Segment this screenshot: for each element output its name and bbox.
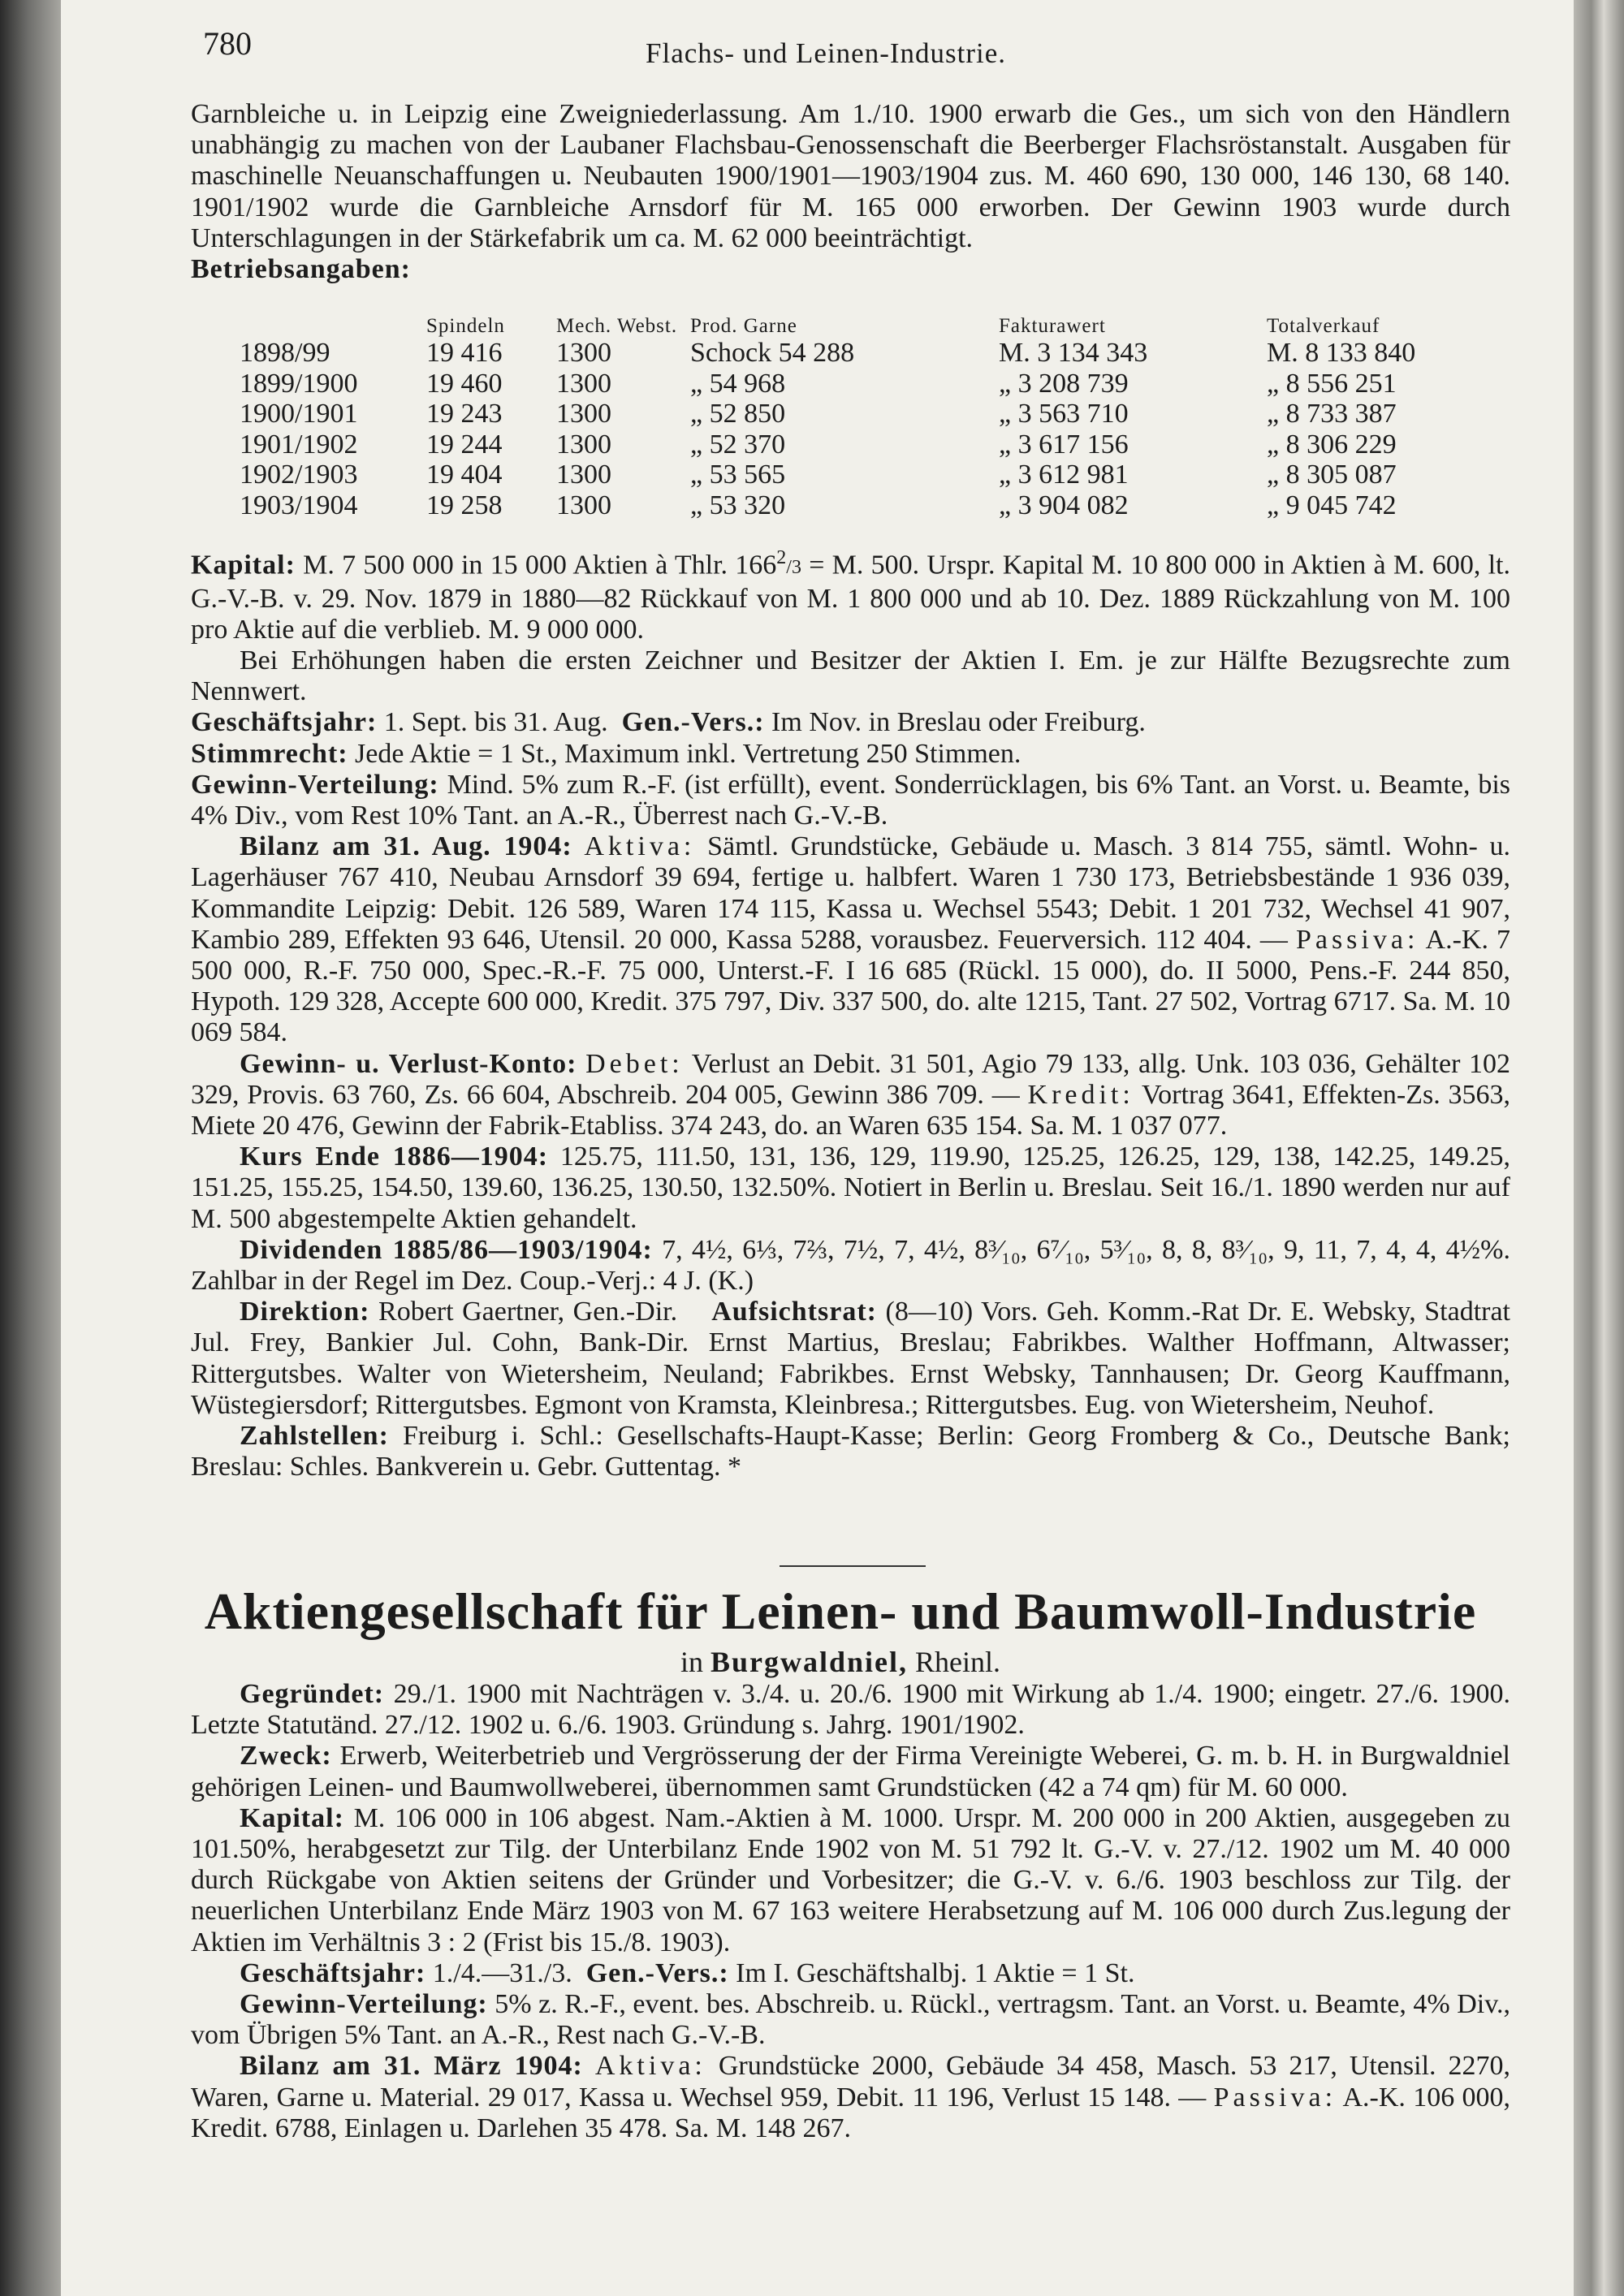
header-spindeln: Spindeln	[426, 315, 505, 337]
page-edge	[1574, 0, 1624, 2296]
table-row: 1899/1900 19 460 1300 „ 54 968 „ 3 208 739 „ 8 556 251	[240, 368, 1397, 399]
company-1-details	[191, 542, 1510, 1482]
geschaeftsjahr-paragraph: Geschäftsjahr: 1. Sept. bis 31. Aug. Gen.-Vers.: Im Nov. in Breslau oder Freiburg.	[191, 707, 1146, 738]
bilanz-paragraph: Bilanz am 31. Aug. 1904: Aktiva: Sämtl. Grundstücke, Gebäude u. Masch. 3 814 755, sämtl. Wohn- u. Lagerhäuser 767 410, Neubau Arnsdorf 39 694, fertige u. halbfert. Waren 1 730 173, Betriebsbestände 1 936 039, Kommandite Leipzig: Debit. 126 589, Waren 174 115, Kassa u. Wechsel 5543; Debit. 1 201 732, Wechsel 41 907, Kambio 289, Effekten 93 646, Utensil. 20 000, Kassa 5288, vorausbez. Feuerversich. 112 404. — Passiva: A.-K. 7 500 000, R.-F. 750 000, Spec.-R.-F. 75 000, Unterst.-F. I 16 685 (Rückl. 15 000), do. II 5000, Pens.-F. 244 850, Hypoth. 129 328, Accepte 600 000, Kredit. 375 797, Div. 337 500, do. alte 1215, Tant. 27 502, Vortrag 6717. Sa. M. 10 069 584.	[191, 831, 1511, 1048]
zweck-paragraph: Zweck: Erwerb, Weiterbetrieb und Vergrösserung der der Firma Vereinigte Weberei, G. m. b. H. in Burgwaldniel gehörigen Leinen- und Baumwollweberei, übernommen samt Grundstücken (42 a 74 qm) für M. 60 000.	[191, 1741, 1510, 1802]
header-garne: Prod. Garne	[690, 315, 797, 337]
page-number: 780	[203, 25, 252, 62]
direktion-paragraph: Direktion: Robert Gaertner, Gen.-Dir. Aufsichtsrat: (8—10) Vors. Geh. Komm.-Rat Dr. E. Websky, Stadtrat Jul. Frey, Bankier Jul. Cohn, Bank-Dir. Ernst Martius, Breslau; Fabrikbes. Walther Hoffmann, Altwasser; Rittergutsbes. Walter von Wietersheim, Neuland; Fabrikbes. Ernst Websky, Tannhausen; Dr. Georg Kauffmann, Wüstegiersdorf; Rittergutsbes. Egmont von Kramsta, Kleinbresa.; Rittergutsbes. Eug. von Wietersheim, Neuhof.	[191, 1297, 1510, 1420]
table-row: 1903/1904 19 258 1300 „ 53 320 „ 3 904 082 „ 9 045 742	[240, 490, 1397, 520]
kurs-paragraph: Kurs Ende 1886—1904: 125.75, 111.50, 131, 136, 129, 119.90, 125.25, 126.25, 129, 138, 142.25, 149.25, 151.25, 155.25, 154.50, 139.60, 136.25, 130.50, 132.50%. Notiert in Berlin u. Breslau. Seit 16./1. 1890 werden nur auf M. 500 abgestempelte Aktien gehandelt.	[191, 1142, 1511, 1234]
company-2-details	[191, 1679, 1510, 2144]
company-2-title: Aktiengesellschaft für Leinen- und Baumwoll-Industrie	[204, 1582, 1477, 1640]
gewinn-verteilung-2-paragraph: Gewinn-Verteilung: 5% z. R.-F., event. bes. Abschreib. u. Rückl., vertragsm. Tant. an Vorst. u. Beamte, 4% Div., vom Übrigen 5% Tant. an A.-R., Rest nach G.-V.-B.	[191, 1989, 1510, 2051]
gegruendet-paragraph: Gegründet: 29./1. 1900 mit Nachträgen v. 3./4. u. 20./6. 1900 mit Wirkung ab 1./4. 1900; eingetr. 27./6. 1900. Letzte Statutänd. 27./12. 1902 u. 6./6. 1903. Gründung s. Jahrg. 1901/1902.	[191, 1679, 1511, 1741]
table-row: 1902/1903 19 404 1300 „ 53 565 „ 3 612 981 „ 8 305 087	[240, 460, 1397, 490]
betriebsangaben-label: Betriebsangaben:	[191, 254, 411, 285]
betriebsangaben-table	[240, 315, 1510, 520]
guv-paragraph: Gewinn- u. Verlust-Konto: Debet: Verlust an Debit. 31 501, Agio 79 133, allg. Unk. 103 036, Gehälter 102 329, Provis. 63 760, Zs. 66 604, Abschreib. 204 005, Gewinn 386 709. — Kredit: Vortrag 3641, Effekten-Zs. 3563, Miete 20 476, Gewinn der Fabrik-Etabliss. 374 243, do. an Waren 635 154. Sa. M. 1 037 077.	[191, 1048, 1511, 1141]
header-total: Totalverkauf	[1267, 315, 1380, 337]
header-faktura: Fakturawert	[999, 315, 1106, 337]
gewinn-verteilung-paragraph: Gewinn-Verteilung: Mind. 5% zum R.-F. (ist erfüllt), event. Sonderrücklagen, bis 6% Tant. an Vorst. u. Beamte, bis 4% Div., vom Rest 10% Tant. an A.-R., Überrest nach G.-V.-B.	[191, 769, 1510, 831]
erhoehung-paragraph: Bei Erhöhungen haben die ersten Zeichner und Besitzer der Aktien I. Em. je zur Hälfte Bezugsrechte zum Nennwert.	[191, 645, 1510, 707]
kapital-paragraph: Kapital: M. 7 500 000 in 15 000 Aktien à Thlr. $166^2/3 = M$. 500. Urspr. Kapital M. 10 800 000 in Aktien à M. 600, lt. G.-V.-B. v. 29. Nov. 1879 in 1880—82 Rückkauf von M. 1 800 000 und ab 10. Dez. 1889 Rückzahlung von M. 100 pro Aktie auf die verblieb. M. 9 000 000.	[191, 547, 1510, 645]
company-2-location: in Burgwaldniel, Rheinl.	[680, 1646, 1001, 1678]
bilanz-2-paragraph: Bilanz am 31. März 1904: Aktiva: Grundstücke 2000, Gebäude 34 458, Masch. 53 217, Utensil. 2270, Waren, Garne u. Material. 29 017, Kassa u. Wechsel 959, Debit. 11 196, Verlust 15 148. — Passiva: A.-K. 106 000, Kredit. 6788, Einlagen u. Darlehen 35 478. Sa. M. 148 267.	[191, 2051, 1511, 2143]
table-row: 1900/1901 19 243 1300 „ 52 850 „ 3 563 710 „ 8 733 387	[240, 399, 1397, 429]
intro-paragraph: Garnbleiche u. in Leipzig eine Zweigniederlassung. Am 1./10. 1900 erwarb die Ges., um sich von den Händlern unabhängig zu machen von der Laubaner Flachsbau-Genossenschaft die Beerberger Flachsröstanstalt. Ausgaben für maschinelle Neuanschaffungen u. Neubauten 1900/1901—1903/1904 zus. M. 460 690, 130 000, 146 130, 68 140. 1901/1902 wurde die Garnbleiche Arnsdorf für M. 165 000 erworben. Der Gewinn 1903 wurde durch Unterschlagungen in der Stärkefabrik um ca. M. 62 000 beeinträchtigt.	[191, 99, 1510, 253]
table-row: 1898/99 19 416 1300 Schock 54 288 M. 3 134 343 M. 8 133 840	[240, 338, 1416, 368]
section-divider	[780, 1565, 926, 1567]
table-row: 1901/1902 19 244 1300 „ 52 370 „ 3 617 156 „ 8 306 229	[240, 429, 1397, 460]
kapital-2-paragraph: Kapital: M. 106 000 in 106 abgest. Nam.-Aktien à M. 1000. Urspr. M. 200 000 in 200 Aktien, ausgegeben zu 101.50%, herabgesetzt zur Tilg. der Unterbilanz Ende 1902 von M. 51 792 lt. G.-V. v. 27./12. 1902 um M. 40 000 durch Rückgabe von Aktien seitens der Gründer und Vorbesitzer; die G.-V. v. 6./6. 1903 beschloss zur Tilg. der neuerlichen Unterbilanz Ende März 1903 von M. 67 163 weitere Herabsetzung auf M. 106 000 durch Zus.legung der Aktien im Verhältnis 3 : 2 (Frist bis 15./8. 1903).	[191, 1802, 1511, 1957]
intro-block	[191, 99, 1510, 285]
header-webst: Mech. Webst.	[556, 315, 678, 337]
dividenden-paragraph: Dividenden 1885/86—1903/1904: 7, 4½, 6⅓, 7⅔, 7½, 7, 4½, 8³⁄₁₀, 6⁷⁄₁₀, 5³⁄₁₀, 8, 8, 8³⁄₁₀, 9, 11, 7, 4, 4, 4½%. Zahlbar in der Regel im Dez. Coup.-Verj.: 4 J. (K.)	[191, 1234, 1510, 1296]
zahlstellen-paragraph: Zahlstellen: Freiburg i. Schl.: Gesellschafts-Haupt-Kasse; Berlin: Georg Fromberg & Co., Deutsche Bank; Breslau: Schles. Bankverein u. Gebr. Guttentag. *	[191, 1421, 1510, 1482]
geschaeftsjahr-2-paragraph: Geschäftsjahr: 1./4.—31./3. Gen.-Vers.: Im I. Geschäftshalbj. 1 Aktie = 1 St.	[240, 1957, 1135, 1988]
book-spine-shadow	[0, 0, 61, 2296]
stimmrecht-paragraph: Stimmrecht: Jede Aktie = 1 St., Maximum inkl. Vertretung 250 Stimmen.	[191, 738, 1021, 769]
table-header-row	[240, 315, 1510, 338]
running-head: Flachs- und Leinen-Industrie.	[646, 37, 1007, 69]
